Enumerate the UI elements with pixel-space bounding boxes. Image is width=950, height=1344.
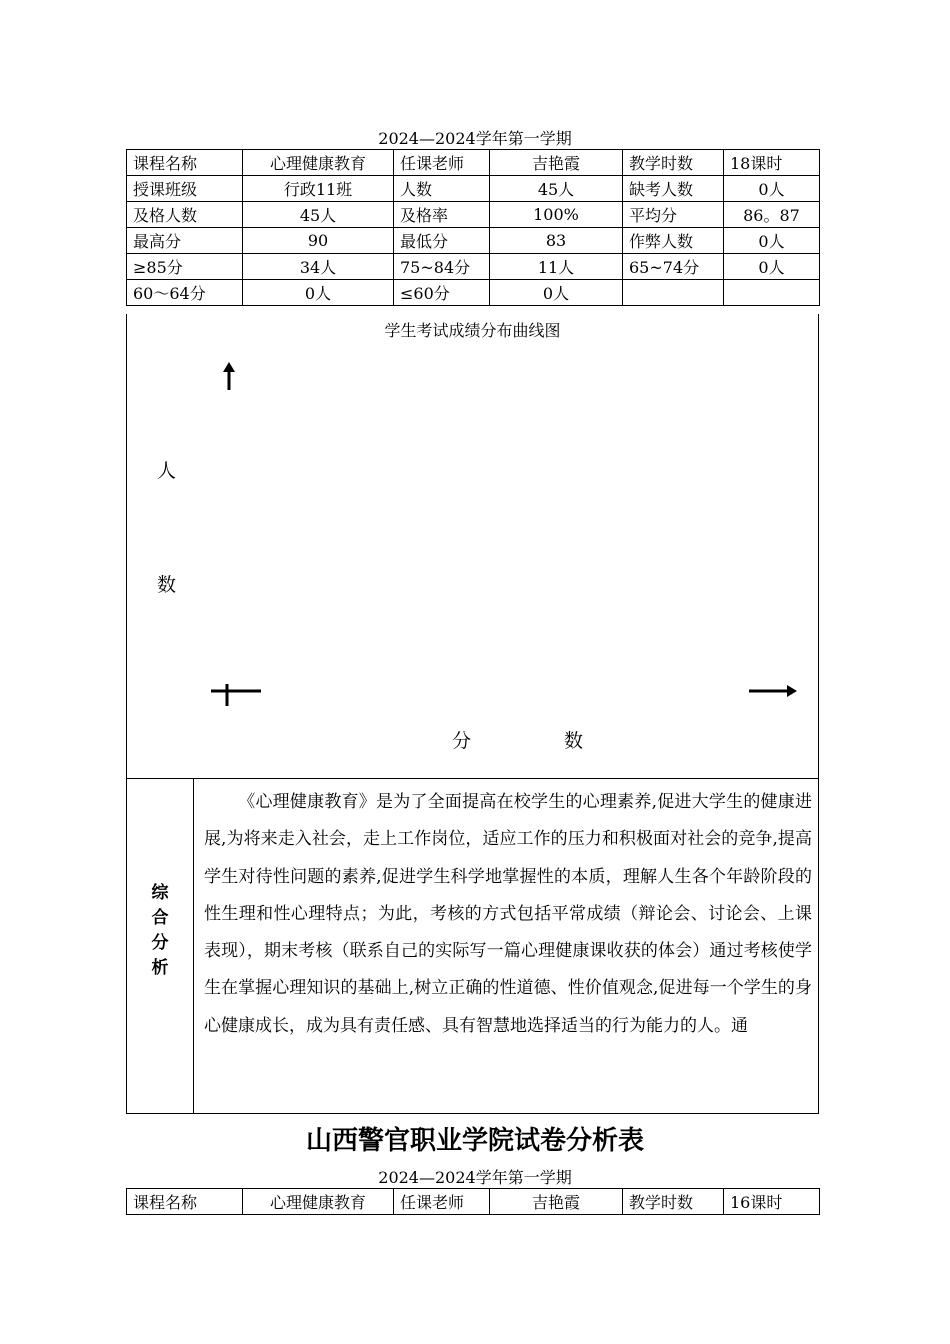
table-cell: 83 (490, 228, 623, 254)
table-cell: 0人 (243, 280, 394, 306)
table-cell: 教学时数 (623, 150, 724, 176)
table-cell: 作弊人数 (623, 228, 724, 254)
table-cell: 课程名称 (127, 1189, 243, 1215)
side-char: 合 (151, 908, 169, 928)
table-cell: 34人 (243, 254, 394, 280)
side-char: 分 (151, 933, 169, 953)
analysis-section (126, 778, 819, 1114)
table-cell: 60～64分 (127, 280, 243, 306)
table-cell: 授课班级 (127, 176, 243, 202)
side-char: 析 (151, 958, 169, 978)
chart-title: 学生考试成绩分布曲线图 (384, 321, 561, 340)
term-label: 2024—2024学年第一学期 (378, 129, 572, 148)
analysis-text (204, 784, 812, 1045)
table-cell: 及格率 (394, 202, 490, 228)
course-info-table-2 (126, 1188, 820, 1215)
table-cell: 11人 (490, 254, 623, 280)
x-axis-arrow-icon (749, 685, 797, 697)
table-row (127, 202, 820, 228)
table-row (127, 254, 820, 280)
table-cell: 18课时 (724, 150, 820, 176)
table-cell: 45人 (490, 176, 623, 202)
table-cell: 最高分 (127, 228, 243, 254)
origin-mark-icon (211, 684, 261, 706)
table-cell: 课程名称 (127, 150, 243, 176)
table-cell: 吉艳霞 (490, 150, 623, 176)
table-row (127, 228, 820, 254)
table-cell: 任课老师 (394, 1189, 490, 1215)
x-axis-label-1: 分 (452, 730, 472, 752)
analysis-paragraph: 《心理健康教育》是为了全面提高在校学生的心理素养,促进大学生的健康进展,为将来走入社会，走上工作岗位，适应工作的压力和积极面对社会的竞争,提高学生对待性问题的素养,促进学生科学地掌握性的本质，理解人生各个年龄阶段的性生理和性心理特点；为此，考核的方式包括平常成绩（辩论会、讨论会、上课表现），期末考核（联系自己的实际写一篇心理健康课收获的体会）通过考核使学生在掌握心理知识的基础上,树立正确的性道德、性价值观念,促进每一个学生的身心健康成长，成为具有责任感、具有智慧地选择适当的行为能力的人。通 (204, 792, 812, 1036)
term-label-2: 2024—2024学年第一学期 (378, 1168, 572, 1187)
table-cell: 45人 (243, 202, 394, 228)
table-cell: 90 (243, 228, 394, 254)
course-info-table (126, 149, 820, 306)
table-cell: 16课时 (724, 1189, 820, 1215)
table-cell: 最低分 (394, 228, 490, 254)
x-axis-label-2: 数 (564, 730, 584, 752)
y-axis-label-1: 人 (157, 460, 177, 482)
y-axis-arrow-icon (223, 362, 235, 390)
table-cell: ≤60分 (394, 280, 490, 306)
y-axis-label-2: 数 (157, 574, 177, 596)
table-cell: 及格人数 (127, 202, 243, 228)
table-cell: 教学时数 (623, 1189, 724, 1215)
table-cell: 心理健康教育 (243, 150, 394, 176)
table-cell: 0人 (724, 228, 820, 254)
table-row (127, 280, 820, 306)
table-cell: 缺考人数 (623, 176, 724, 202)
table-cell: 0人 (724, 176, 820, 202)
table-cell: 0人 (490, 280, 623, 306)
table-cell: 平均分 (623, 202, 724, 228)
table-cell (623, 280, 724, 306)
table-row (127, 1189, 820, 1215)
table-cell: 100% (490, 202, 623, 228)
table-cell: 心理健康教育 (243, 1189, 394, 1215)
table-cell: 0人 (724, 254, 820, 280)
table-row (127, 150, 820, 176)
table-cell (724, 280, 820, 306)
analysis-side-cell (127, 779, 194, 1113)
table-cell: 行政11班 (243, 176, 394, 202)
score-distribution-chart (126, 314, 819, 778)
table-cell: ≥85分 (127, 254, 243, 280)
table-cell: 任课老师 (394, 150, 490, 176)
table-cell: 吉艳霞 (490, 1189, 623, 1215)
table-row (127, 176, 820, 202)
table-cell: 65~74分 (623, 254, 724, 280)
analysis-side-label (127, 881, 193, 981)
chart-axes (127, 314, 818, 778)
side-char: 综 (151, 883, 169, 903)
table-cell: 75~84分 (394, 254, 490, 280)
document-title: 山西警官职业学院试卷分析表 (305, 1126, 644, 1156)
table-cell: 人数 (394, 176, 490, 202)
table-cell: 86。87 (724, 202, 820, 228)
